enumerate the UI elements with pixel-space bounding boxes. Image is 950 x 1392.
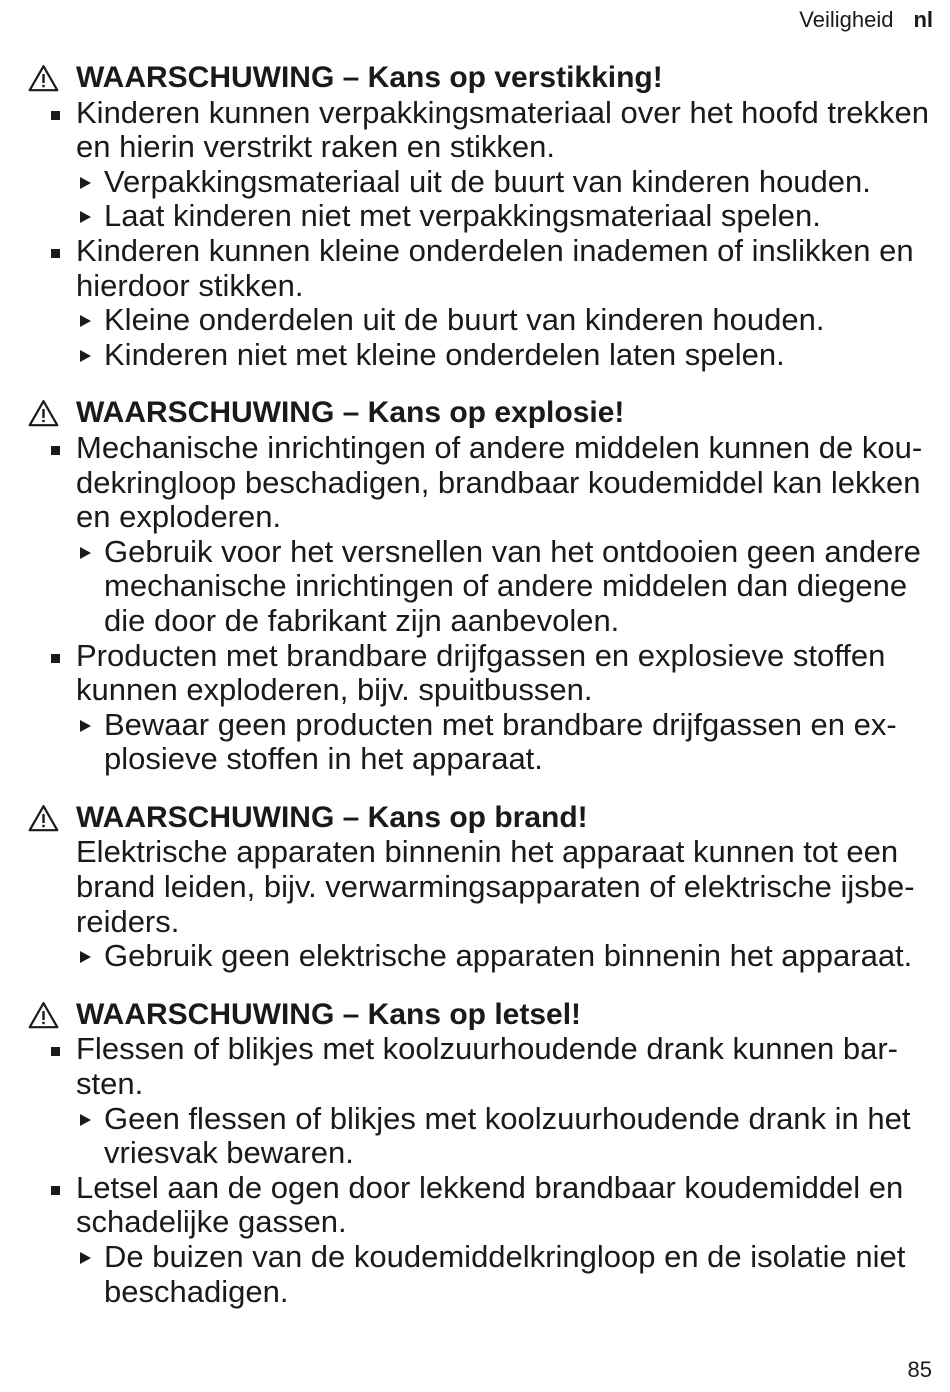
action-item: [0, 1102, 950, 1171]
text-line: Flessen of blikjes met koolzuurhoudende drank kunnen bar-: [76, 1031, 898, 1067]
action-item: [0, 165, 950, 200]
text-line: reiders.: [76, 903, 180, 939]
text-line: en hierin verstrikt raken en stikken.: [76, 129, 555, 165]
page-number: 85: [907, 1357, 932, 1382]
hazard-item: [0, 96, 950, 165]
arrow-bullet-icon: [80, 720, 91, 732]
text-line: Elektrische apparaten binnenin het apparaat kunnen tot een: [76, 834, 899, 870]
text-line: Laat kinderen niet met verpakkingsmateriaal spelen.: [104, 198, 821, 234]
language-code: nl: [913, 7, 933, 32]
square-bullet-icon: [51, 1186, 60, 1195]
arrow-bullet-icon: [80, 547, 91, 559]
text-line: Producten met brandbare drijfgassen en explosieve stoffen: [76, 637, 886, 673]
square-bullet-icon: [51, 446, 60, 455]
action-item: [0, 199, 950, 234]
arrow-bullet-icon: [80, 315, 91, 327]
arrow-bullet-icon: [80, 350, 91, 362]
warning-section: [0, 396, 950, 777]
arrow-bullet-icon: [80, 1114, 91, 1126]
arrow-bullet-icon: [80, 211, 91, 223]
warning-title: WAARSCHUWING – Kans op letsel!: [76, 997, 582, 1031]
arrow-bullet-icon: [80, 1252, 91, 1264]
warning-heading: [0, 801, 950, 836]
text-line: vriesvak bewaren.: [104, 1135, 354, 1171]
warning-triangle-icon: [28, 64, 59, 92]
text-line: en exploderen.: [76, 499, 282, 535]
square-bullet-icon: [51, 249, 60, 258]
text-line: mechanische inrichtingen of andere middelen dan diegene: [104, 568, 908, 604]
warning-section: [0, 801, 950, 974]
text-line: hierdoor stikken.: [76, 267, 304, 303]
arrow-bullet-icon: [80, 177, 91, 189]
text-line: sten.: [76, 1066, 144, 1102]
text-line: die door de fabrikant zijn aanbevolen.: [104, 602, 620, 638]
warning-heading: [0, 396, 950, 431]
text-line: Bewaar geen producten met brandbare drijfgassen en ex-: [104, 706, 897, 742]
section-title: Veiligheid: [799, 7, 894, 32]
text-line: Kleine onderdelen uit de buurt van kinderen houden.: [104, 302, 825, 338]
action-item: [0, 303, 950, 338]
warning-description: [0, 835, 950, 939]
text-line: dekringloop beschadigen, brandbaar koudemiddel kan lekken: [76, 464, 921, 500]
text-line: Gebruik geen elektrische apparaten binnenin het apparaat.: [104, 938, 913, 974]
warning-title: WAARSCHUWING – Kans op explosie!: [76, 396, 625, 430]
action-item: [0, 939, 950, 974]
square-bullet-icon: [51, 654, 60, 663]
text-line: Letsel aan de ogen door lekkend brandbaar koudemiddel en: [76, 1169, 904, 1205]
text-line: kunnen exploderen, bijv. spuitbussen.: [76, 672, 593, 708]
safety-content: [0, 61, 950, 1309]
text-line: Mechanische inrichtingen of andere middelen kunnen de kou-: [76, 429, 923, 465]
warning-title: WAARSCHUWING – Kans op brand!: [76, 800, 588, 834]
text-line: Verpakkingsmateriaal uit de buurt van kinderen houden.: [104, 163, 871, 199]
text-line: Geen flessen of blikjes met koolzuurhoudende drank in het: [104, 1100, 911, 1136]
warning-heading: [0, 61, 950, 96]
hazard-item: [0, 1032, 950, 1101]
text-line: schadelijke gassen.: [76, 1204, 347, 1240]
text-line: beschadigen.: [104, 1273, 289, 1309]
action-item: [0, 338, 950, 373]
text-line: Kinderen kunnen kleine onderdelen inademen of inslikken en: [76, 232, 914, 268]
warning-heading: [0, 998, 950, 1033]
action-item: [0, 708, 950, 777]
warning-section: [0, 61, 950, 372]
warning-title: WAARSCHUWING – Kans op verstikking!: [76, 61, 663, 94]
warning-triangle-icon: [28, 804, 59, 832]
square-bullet-icon: [51, 111, 60, 120]
warning-triangle-icon: [28, 1001, 59, 1029]
text-line: Kinderen niet met kleine onderdelen laten spelen.: [104, 336, 785, 372]
square-bullet-icon: [51, 1047, 60, 1056]
text-line: Kinderen kunnen verpakkingsmateriaal over het hoofd trekken: [76, 94, 930, 130]
hazard-item: [0, 639, 950, 708]
action-item: [0, 535, 950, 639]
text-line: plosieve stoffen in het apparaat.: [104, 741, 543, 777]
hazard-item: [0, 1171, 950, 1240]
action-item: [0, 1240, 950, 1309]
hazard-item: [0, 234, 950, 303]
warning-section: [0, 998, 950, 1309]
arrow-bullet-icon: [80, 951, 91, 963]
text-line: Gebruik voor het versnellen van het ontdooien geen andere: [104, 533, 921, 569]
hazard-item: [0, 431, 950, 535]
running-header: [799, 6, 933, 34]
warning-triangle-icon: [28, 399, 59, 427]
text-line: brand leiden, bijv. verwarmingsapparaten of elektrische ijsbe-: [76, 869, 915, 905]
text-line: De buizen van de koudemiddelkringloop en de isolatie niet: [104, 1239, 906, 1274]
